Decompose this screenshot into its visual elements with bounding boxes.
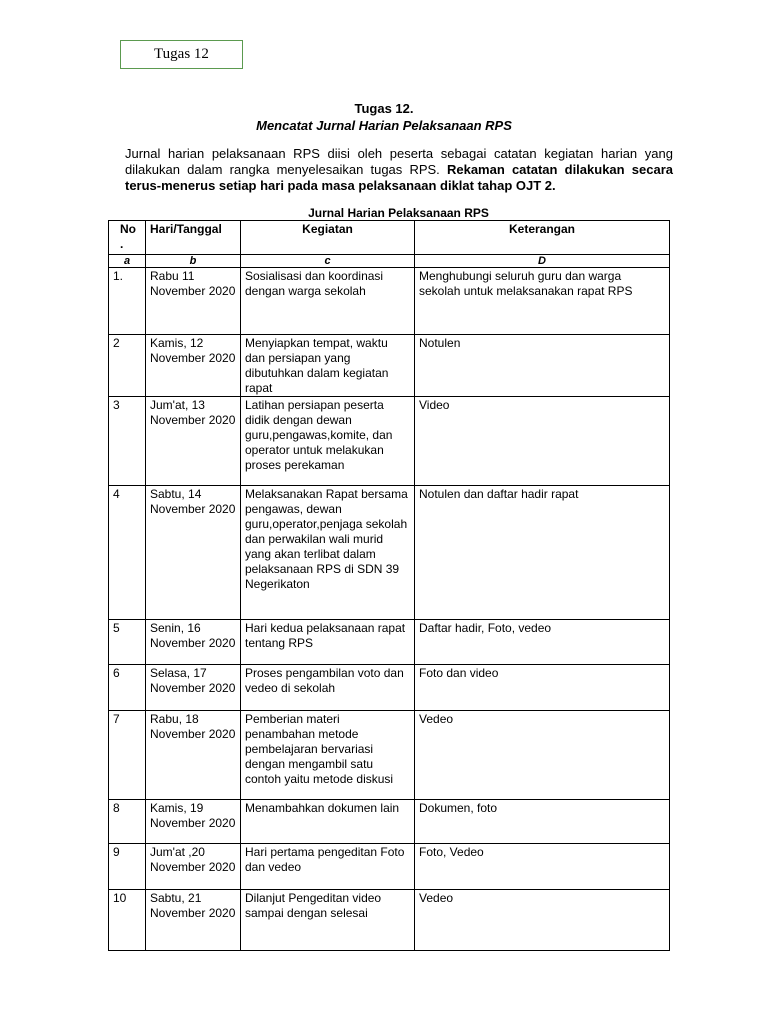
cell-no: 7 [109, 711, 146, 800]
cell-day: Kamis, 12 November 2020 [146, 335, 241, 397]
table-row [109, 890, 670, 951]
table-row [109, 620, 670, 665]
cell-no: 9 [109, 844, 146, 890]
cell-day: Senin, 16 November 2020 [146, 620, 241, 665]
header-day: Hari/Tanggal [146, 221, 241, 255]
cell-activity: Menambahkan dokumen lain [241, 800, 415, 844]
table-row [109, 486, 670, 620]
cell-activity: Latihan persiapan peserta didik dengan dewan guru,pengawas,komite, dan operator untuk melakukan proses perekaman [241, 397, 415, 486]
cell-no: 8 [109, 800, 146, 844]
task-label-box [120, 40, 243, 69]
task-label-text: Tugas 12 [154, 46, 209, 62]
cell-activity: Hari pertama pengeditan Foto dan vedeo [241, 844, 415, 890]
table-title: Jurnal Harian Pelaksanaan RPS [308, 206, 489, 220]
cell-no: 5 [109, 620, 146, 665]
cell-day: Kamis, 19 November 2020 [146, 800, 241, 844]
cell-note: Menghubungi seluruh guru dan warga sekolah untuk melaksanakan rapat RPS [415, 268, 670, 335]
subheader-d: D [415, 255, 670, 268]
table-row [109, 397, 670, 486]
table-row [109, 335, 670, 397]
cell-note: Notulen [415, 335, 670, 397]
cell-activity: Melaksanakan Rapat bersama pengawas, dewan guru,operator,penjaga sekolah dan perwakilan wali murid yang akan terlibat dalam pelaksanaan RPS di SDN 39 Negerikaton [241, 486, 415, 620]
subheader-a: a [109, 255, 146, 268]
cell-day: Rabu, 18 November 2020 [146, 711, 241, 800]
intro-bold-text: Rekaman catatan dilakukan secara terus-menerus setiap hari pada masa pelaksanaan diklat tahap OJT 2. [125, 162, 673, 193]
subheader-c: c [241, 255, 415, 268]
intro-regular-text: Jurnal harian pelaksanaan RPS diisi oleh peserta sebagai catatan kegiatan harian yang dilakukan dalam rangka menyelesaikan tugas RPS. [125, 146, 673, 177]
cell-day: Rabu 11 November 2020 [146, 268, 241, 335]
cell-no: 4 [109, 486, 146, 620]
cell-no: 10 [109, 890, 146, 951]
cell-no: 1. [109, 268, 146, 335]
cell-day: Sabtu, 21 November 2020 [146, 890, 241, 951]
cell-activity: Hari kedua pelaksanaan rapat tentang RPS [241, 620, 415, 665]
cell-note: Vedeo [415, 890, 670, 951]
cell-note: Dokumen, foto [415, 800, 670, 844]
subheader-b: b [146, 255, 241, 268]
header-no: No . [109, 221, 146, 255]
cell-note: Daftar hadir, Foto, vedeo [415, 620, 670, 665]
table-row [109, 800, 670, 844]
cell-day: Jum'at ,20 November 2020 [146, 844, 241, 890]
cell-day: Jum'at, 13 November 2020 [146, 397, 241, 486]
table-subheader-row [109, 255, 670, 268]
cell-note: Foto dan video [415, 665, 670, 711]
cell-no: 3 [109, 397, 146, 486]
cell-activity: Dilanjut Pengeditan video sampai dengan selesai [241, 890, 415, 951]
cell-note: Video [415, 397, 670, 486]
cell-activity: Sosialisasi dan koordinasi dengan warga sekolah [241, 268, 415, 335]
cell-note: Notulen dan daftar hadir rapat [415, 486, 670, 620]
cell-no: 6 [109, 665, 146, 711]
journal-table [108, 220, 670, 951]
intro-paragraph [125, 146, 673, 194]
document-subtitle: Mencatat Jurnal Harian Pelaksanaan RPS [256, 118, 512, 133]
cell-note: Vedeo [415, 711, 670, 800]
header-activity: Kegiatan [241, 221, 415, 255]
cell-no: 2 [109, 335, 146, 397]
header-note: Keterangan [415, 221, 670, 255]
table-header-row [109, 221, 670, 255]
cell-note: Foto, Vedeo [415, 844, 670, 890]
table-row [109, 844, 670, 890]
cell-day: Sabtu, 14 November 2020 [146, 486, 241, 620]
cell-activity: Proses pengambilan voto dan vedeo di sekolah [241, 665, 415, 711]
document-title: Tugas 12. [354, 101, 414, 116]
cell-day: Selasa, 17 November 2020 [146, 665, 241, 711]
table-row [109, 665, 670, 711]
table-row [109, 268, 670, 335]
table-row [109, 711, 670, 800]
cell-activity: Pemberian materi penambahan metode pembelajaran bervariasi dengan mengambil satu contoh yaitu metode diskusi [241, 711, 415, 800]
cell-activity: Menyiapkan tempat, waktu dan persiapan yang dibutuhkan dalam kegiatan rapat [241, 335, 415, 397]
